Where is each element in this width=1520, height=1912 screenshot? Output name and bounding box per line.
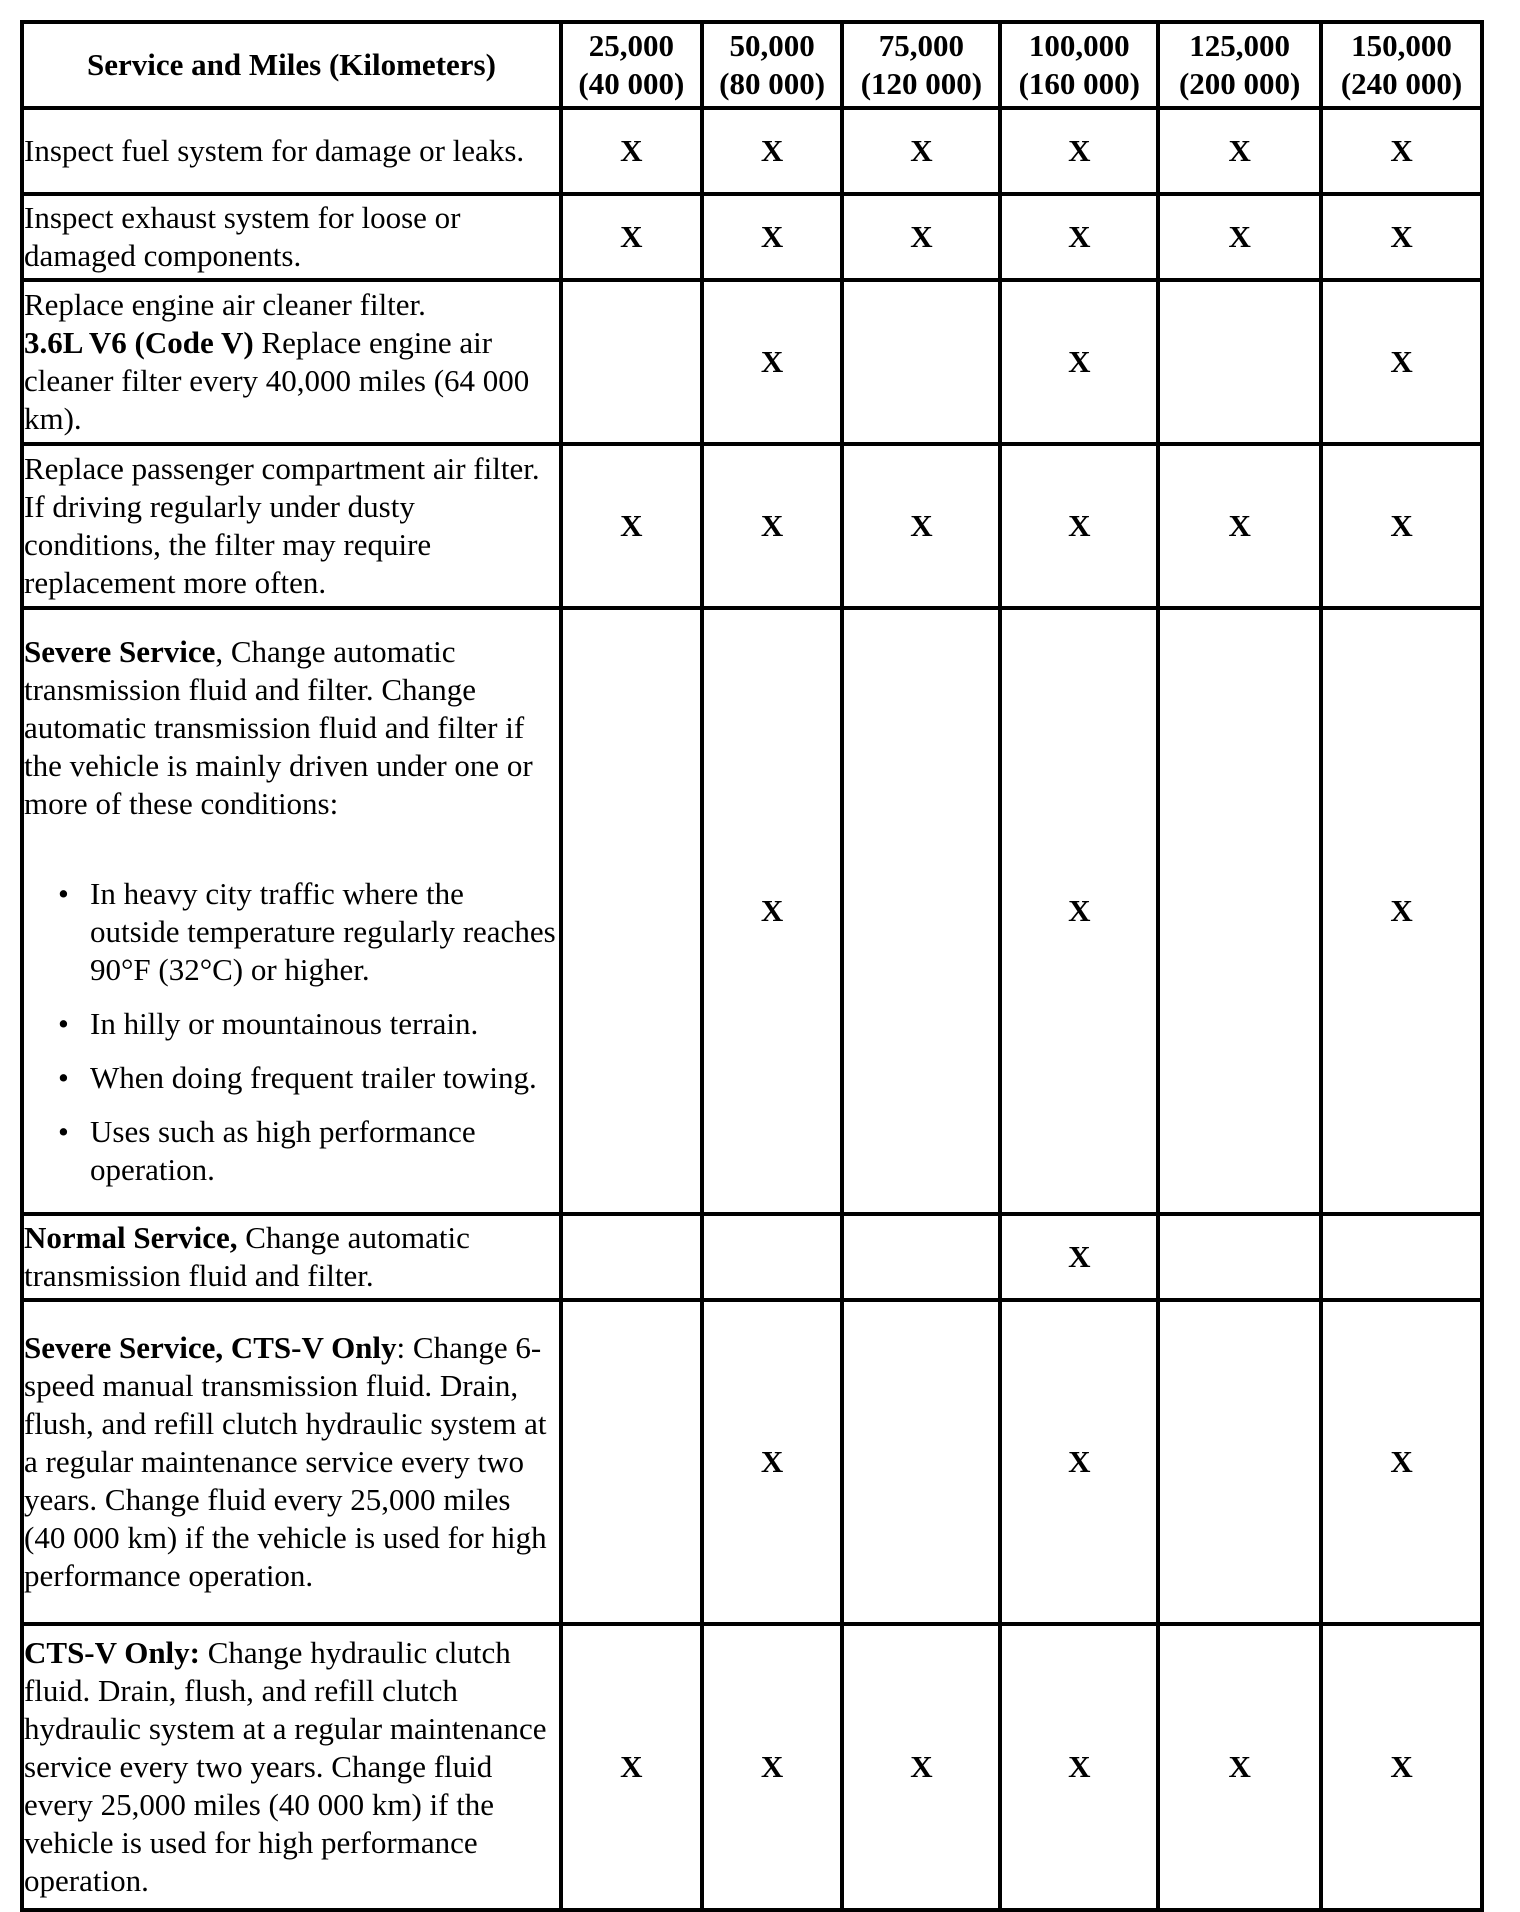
table-row-severe-transmission	[22, 608, 1482, 1214]
interval-mark: X	[1321, 194, 1482, 280]
interval-mark	[842, 280, 1000, 444]
service-type-label: CTS-V Only:	[24, 1635, 200, 1670]
service-description	[22, 1624, 561, 1910]
interval-mark: X	[1000, 108, 1158, 194]
interval-mark: X	[1321, 444, 1482, 608]
bullet-icon: •	[58, 1006, 69, 1041]
interval-mark	[1158, 1214, 1321, 1300]
interval-miles: 75,000	[878, 28, 965, 63]
interval-mark: X	[561, 444, 702, 608]
bullet-icon: •	[58, 1060, 69, 1095]
table-row-fuel-system	[22, 108, 1482, 194]
engine-code-label: 3.6L V6 (Code V)	[24, 325, 254, 360]
interval-km: (80 000)	[719, 66, 826, 101]
interval-mark: X	[1000, 444, 1158, 608]
interval-mark: X	[1000, 1214, 1158, 1300]
interval-mark	[561, 1214, 702, 1300]
interval-mark	[1321, 1214, 1482, 1300]
interval-mark: X	[842, 194, 1000, 280]
interval-header-25000	[561, 22, 702, 108]
condition-text: Uses such as high performance operation.	[90, 1114, 476, 1187]
interval-mark: X	[1158, 1624, 1321, 1910]
interval-mark	[1158, 280, 1321, 444]
interval-miles: 50,000	[729, 28, 815, 63]
interval-mark: X	[1321, 108, 1482, 194]
interval-mark: X	[702, 194, 843, 280]
interval-mark: X	[842, 444, 1000, 608]
interval-km: (240 000)	[1340, 66, 1463, 101]
interval-mark	[842, 1214, 1000, 1300]
interval-km: (160 000)	[1018, 66, 1140, 101]
service-type-label: Normal Service,	[24, 1220, 238, 1255]
maintenance-schedule-table	[20, 20, 1484, 1912]
interval-mark: X	[1321, 1300, 1482, 1624]
interval-mark: X	[842, 1624, 1000, 1910]
interval-mark	[842, 1300, 1000, 1624]
interval-mark: X	[1000, 608, 1158, 1214]
service-description	[22, 1214, 561, 1300]
interval-mark: X	[842, 108, 1000, 194]
interval-header-100000	[1000, 22, 1158, 108]
table-row-engine-air-filter	[22, 280, 1482, 444]
interval-header-150000	[1321, 22, 1482, 108]
service-description	[22, 194, 561, 280]
interval-header-75000	[842, 22, 1000, 108]
list-item	[24, 1005, 559, 1043]
table-row-passenger-air-filter	[22, 444, 1482, 608]
list-item	[24, 1059, 559, 1097]
interval-mark: X	[702, 108, 843, 194]
interval-mark: X	[561, 1624, 702, 1910]
header-row	[22, 22, 1482, 108]
interval-mark: X	[702, 1300, 843, 1624]
description-text: Replace engine air cleaner filter.	[24, 287, 426, 322]
interval-mark: X	[702, 444, 843, 608]
interval-mark: X	[1000, 280, 1158, 444]
interval-mark: X	[702, 608, 843, 1214]
interval-mark	[1158, 608, 1321, 1214]
service-description	[22, 444, 561, 608]
list-item	[24, 875, 559, 989]
description-text: Change hydraulic clutch fluid. Drain, flush, and refill clutch hydraulic system at a regular maintenance service every two years. Change fluid every 25,000 miles (40 000 km) if the vehicle is used for high performance operation.	[24, 1635, 547, 1898]
interval-mark: X	[561, 108, 702, 194]
interval-km: (40 000)	[578, 66, 685, 101]
table-row-severe-cts-v	[22, 1300, 1482, 1624]
table-row-cts-v-clutch	[22, 1624, 1482, 1910]
service-description	[22, 1300, 561, 1624]
description-text: Inspect exhaust system for loose or damaged components.	[24, 200, 461, 273]
service-description	[22, 608, 561, 1214]
service-description	[22, 280, 561, 444]
interval-mark: X	[1158, 444, 1321, 608]
interval-header-125000	[1158, 22, 1321, 108]
condition-text: In hilly or mountainous terrain.	[90, 1006, 479, 1041]
interval-mark: X	[561, 194, 702, 280]
interval-mark: X	[1158, 108, 1321, 194]
interval-mark	[842, 608, 1000, 1214]
interval-mark: X	[1321, 280, 1482, 444]
interval-miles: 25,000	[588, 28, 674, 63]
description-text: , Change automatic transmission fluid and filter. Change automatic transmission fluid and filter if the vehicle is mainly driven under one or more of these conditions:	[24, 634, 533, 821]
description-text: Inspect fuel system for damage or leaks.	[24, 133, 525, 168]
bullet-icon: •	[58, 876, 69, 911]
interval-mark: X	[1321, 608, 1482, 1214]
service-type-label: Severe Service, CTS-V Only	[24, 1330, 397, 1365]
interval-mark: X	[1000, 1624, 1158, 1910]
interval-mark: X	[702, 280, 843, 444]
table-row-normal-transmission	[22, 1214, 1482, 1300]
interval-km: (120 000)	[860, 66, 983, 101]
bullet-icon: •	[58, 1114, 69, 1149]
interval-mark: X	[1000, 1300, 1158, 1624]
interval-miles: 100,000	[1028, 28, 1130, 63]
interval-mark	[561, 1300, 702, 1624]
description-text: Replace passenger compartment air filter. If driving regularly under dusty conditions, the filter may require replacement more often.	[24, 451, 540, 600]
interval-mark: X	[702, 1624, 843, 1910]
interval-mark	[561, 280, 702, 444]
condition-text: When doing frequent trailer towing.	[90, 1060, 537, 1095]
interval-header-50000	[702, 22, 843, 108]
description-text-continued: Replace engine air cleaner filter every 40,000 miles (64 000 km).	[24, 325, 530, 436]
service-column-header: Service and Miles (Kilometers)	[22, 22, 561, 108]
interval-mark: X	[1000, 194, 1158, 280]
description-text: Change automatic transmission fluid and filter.	[24, 1220, 470, 1293]
interval-km: (200 000)	[1178, 66, 1301, 101]
interval-mark	[1158, 1300, 1321, 1624]
table-row-exhaust-system	[22, 194, 1482, 280]
description-text: : Change 6-speed manual transmission fluid. Drain, flush, and refill clutch hydraulic system at a regular maintenance service every two years. Change fluid every 25,000 miles (40 000 km) if the vehicle is used for high performance operation.	[24, 1330, 547, 1593]
condition-text: In heavy city traffic where the outside temperature regularly reaches 90°F (32°C) or higher.	[90, 876, 556, 987]
interval-mark: X	[1158, 194, 1321, 280]
severe-conditions-list	[24, 875, 559, 1189]
interval-miles: 125,000	[1189, 28, 1291, 63]
interval-mark	[702, 1214, 843, 1300]
list-item	[24, 1113, 559, 1189]
service-type-label: Severe Service	[24, 634, 216, 669]
interval-mark: X	[1321, 1624, 1482, 1910]
interval-miles: 150,000	[1351, 28, 1452, 63]
interval-mark	[561, 608, 702, 1214]
service-description	[22, 108, 561, 194]
